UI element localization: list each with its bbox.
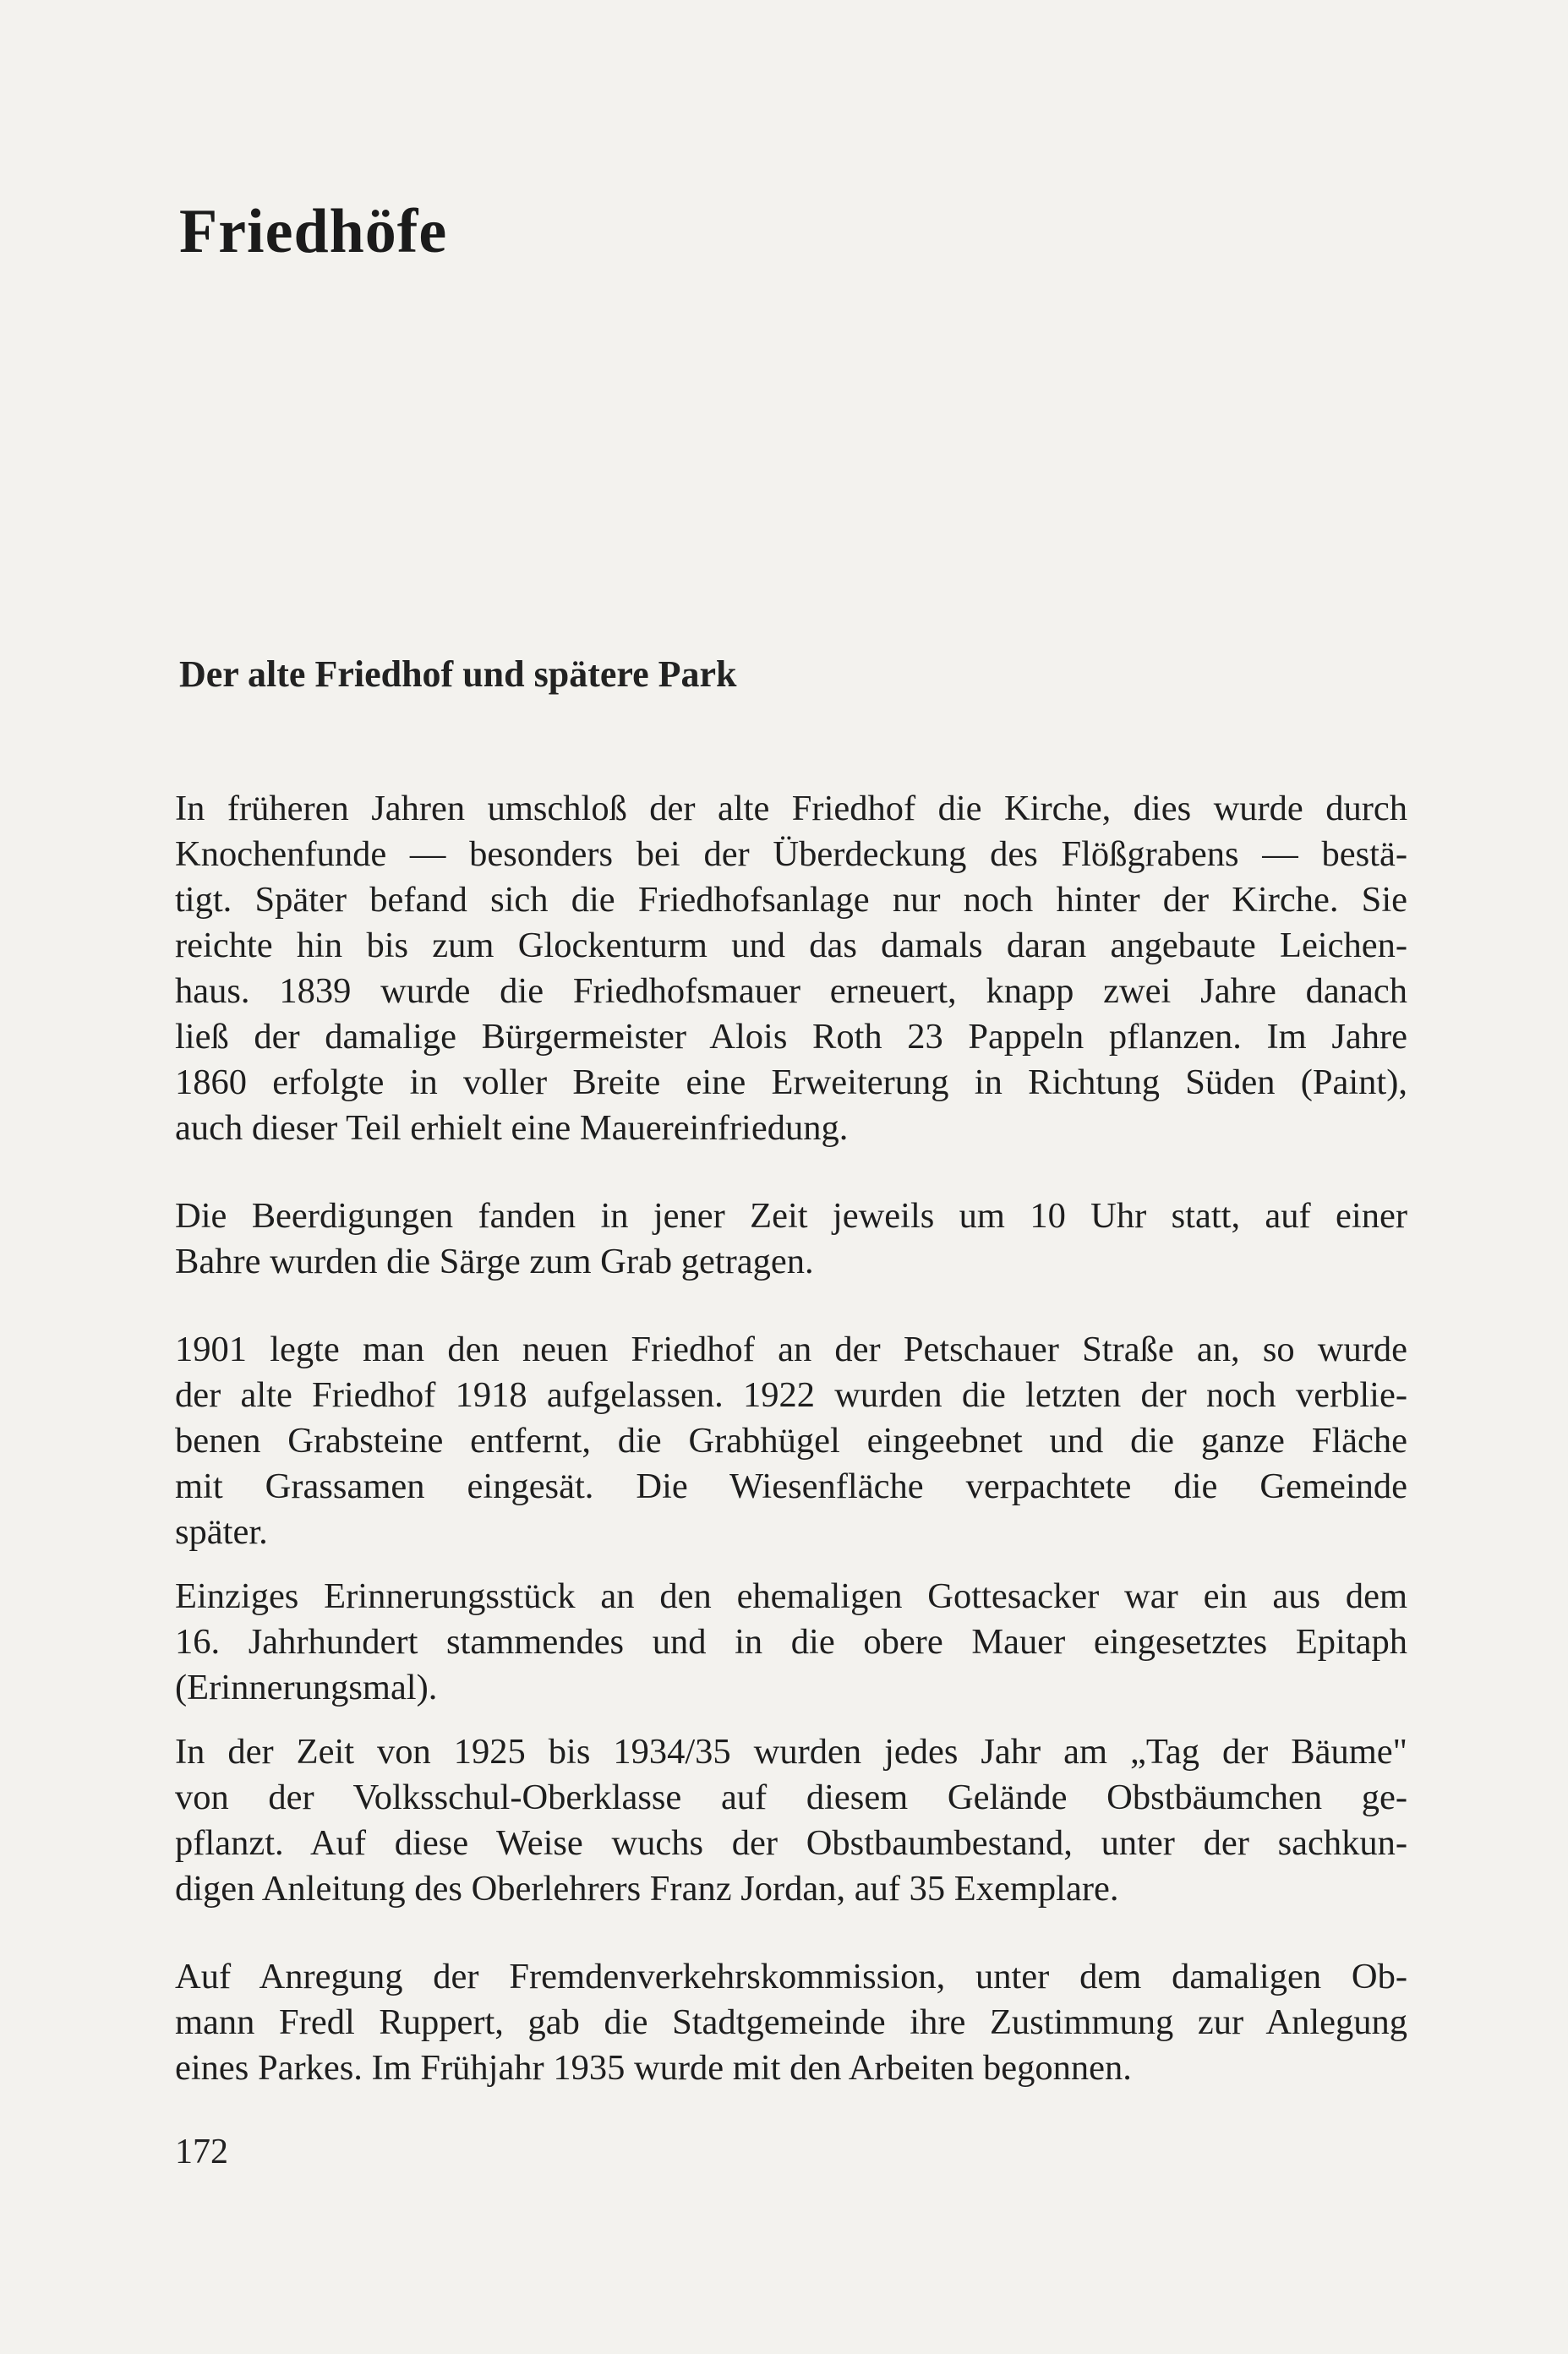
text-line: digen Anleitung des Oberlehrers Franz Jordan, auf 35 Exemplare. — [175, 1869, 1119, 1909]
text-line: 1901 legte man den neuen Friedhof an der Petschauer Straße an, so wurde — [175, 1330, 1407, 1369]
chapter-title: Friedhöfe — [179, 197, 448, 266]
text-line: 16. Jahrhundert stammendes und in die obere Mauer eingesetztes Epitaph — [175, 1622, 1407, 1662]
text-line: pflanzt. Auf diese Weise wuchs der Obstbaumbestand, unter der sachkun- — [175, 1823, 1407, 1863]
text-line: mit Grassamen eingesät. Die Wiesenfläche verpachtete die Gemeinde — [175, 1466, 1407, 1506]
text-line: ließ der damalige Bürgermeister Alois Roth 23 Pappeln pflanzen. Im Jahre — [175, 1017, 1407, 1057]
body-text — [175, 786, 1407, 2091]
text-line: Die Beerdigungen fanden in jener Zeit jeweils um 10 Uhr statt, auf einer — [175, 1196, 1407, 1236]
paragraph-6 — [175, 1954, 1407, 2091]
text-line: der alte Friedhof 1918 aufgelassen. 1922 wurden die letzten der noch verblie- — [175, 1375, 1407, 1415]
text-line: Knochenfunde — besonders bei der Überdeckung des Flößgrabens — bestä- — [175, 834, 1407, 874]
text-line: Bahre wurden die Särge zum Grab getragen. — [175, 1242, 814, 1281]
paragraph-2 — [175, 1193, 1407, 1285]
text-line: (Erinnerungsmal). — [175, 1668, 438, 1707]
text-line: Einziges Erinnerungsstück an den ehemaligen Gottesacker war ein aus dem — [175, 1576, 1407, 1616]
page-number: 172 — [175, 2133, 228, 2171]
paragraph-1 — [175, 786, 1407, 1151]
text-line: In der Zeit von 1925 bis 1934/35 wurden jedes Jahr am „Tag der Bäume" — [175, 1732, 1407, 1772]
text-line: 1860 erfolgte in voller Breite eine Erweiterung in Richtung Süden (Paint), — [175, 1062, 1407, 1102]
text-line: von der Volksschul-Oberklasse auf diesem Gelände Obstbäumchen ge- — [175, 1778, 1407, 1817]
text-line: In früheren Jahren umschloß der alte Friedhof die Kirche, dies wurde durch — [175, 789, 1407, 828]
text-line: haus. 1839 wurde die Friedhofsmauer erneuert, knapp zwei Jahre danach — [175, 971, 1407, 1011]
text-line: auch dieser Teil erhielt eine Mauereinfriedung. — [175, 1108, 849, 1148]
text-line: eines Parkes. Im Frühjahr 1935 wurde mit den Arbeiten begonnen. — [175, 2048, 1132, 2088]
section-title: Der alte Friedhof und spätere Park — [179, 653, 737, 695]
text-line: später. — [175, 1512, 268, 1552]
text-line: tigt. Später befand sich die Friedhofsanlage nur noch hinter der Kirche. Sie — [175, 880, 1407, 920]
paragraph-3 — [175, 1327, 1407, 1555]
text-line: mann Fredl Ruppert, gab die Stadtgemeinde ihre Zustimmung zur Anlegung — [175, 2002, 1407, 2042]
paragraph-5 — [175, 1729, 1407, 1912]
text-line: Auf Anregung der Fremdenverkehrskommission, unter dem damaligen Ob- — [175, 1957, 1407, 1996]
paragraph-4 — [175, 1574, 1407, 1711]
text-line: benen Grabsteine entfernt, die Grabhügel eingeebnet und die ganze Fläche — [175, 1421, 1407, 1461]
text-line: reichte hin bis zum Glockenturm und das damals daran angebaute Leichen- — [175, 926, 1407, 965]
